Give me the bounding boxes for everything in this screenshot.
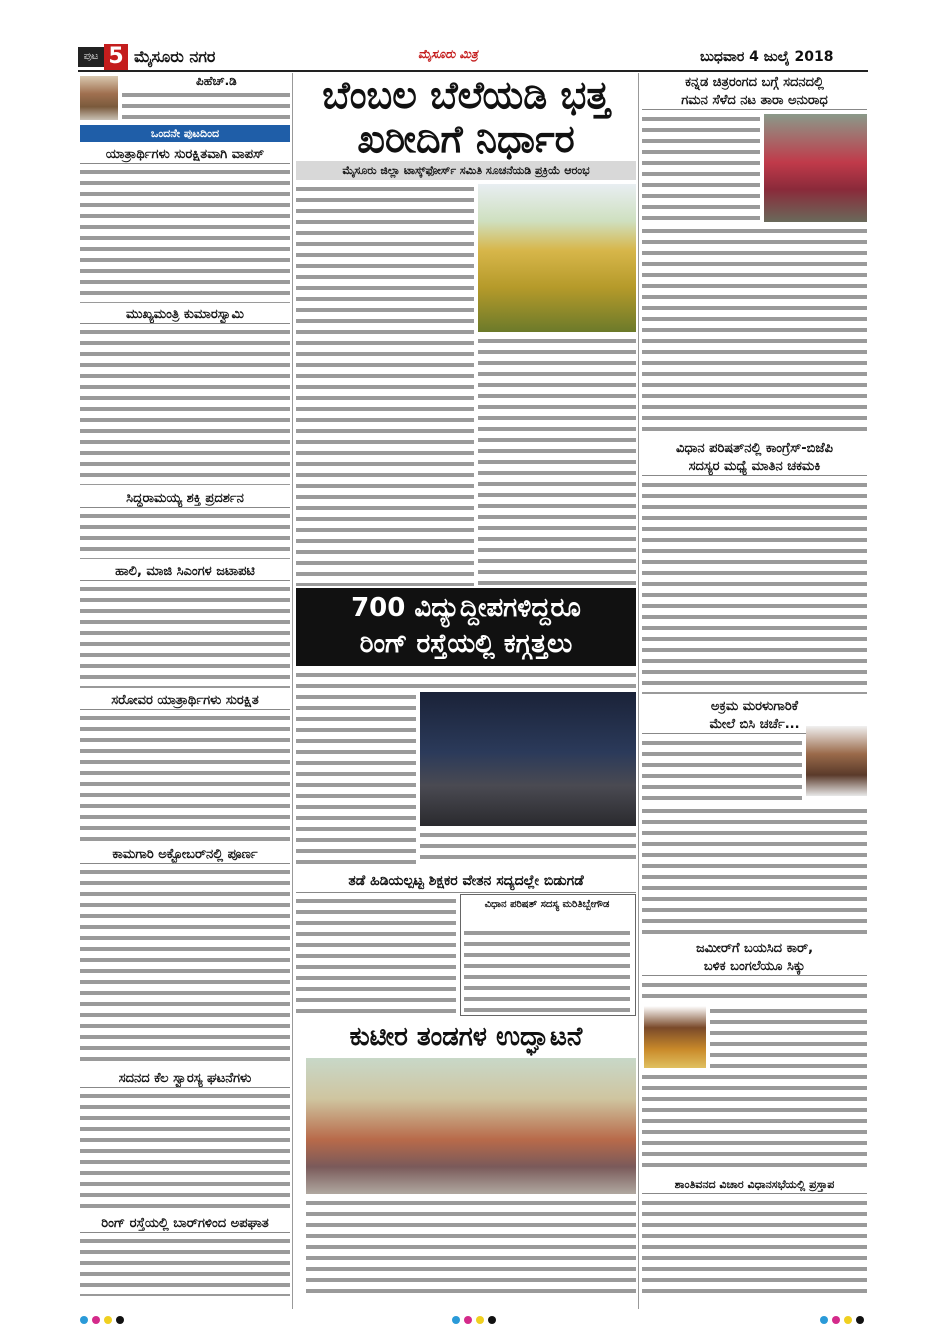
article-text	[80, 867, 290, 1067]
paddy-field-photo	[478, 184, 636, 332]
section-heading: ರಿಂಗ್ ರಸ್ತೆಯಲ್ಲಿ ಬಾರ್‌ಗಳಿಂದ ಅಪಘಾತ	[80, 1215, 290, 1233]
section-heading: ಮುಖ್ಯಮಂತ್ರಿ ಕುಮಾರಸ್ವಾಮಿ	[80, 306, 290, 324]
section-heading: ಹಾಲಿ, ಮಾಜಿ ಸಿಎಂಗಳ ಜಟಾಪಟಿ	[80, 563, 290, 581]
main-headline-line-1: ಬೆಂಬಲ ಬೆಲೆಯಡಿ ಭತ್ತ	[322, 73, 610, 117]
second-headline-line-2: ರಿಂಗ್ ರಸ್ತೆಯಲ್ಲಿ ಕಗ್ಗತ್ತಲು	[359, 629, 573, 659]
main-subhead: ಮೈಸೂರು ಜಿಲ್ಲಾ ಟಾಸ್ಕ್‌ಫೋರ್ಸ್ ಸಮಿತಿ ಸೂಚನೆಯಡಿ ಪ್ರಕ್ರಿಯೆ ಆರಂಭ	[296, 161, 636, 180]
article-text	[464, 928, 630, 1012]
article-text	[296, 692, 416, 866]
zameer-portrait-photo	[644, 1006, 706, 1068]
article-text	[642, 738, 802, 802]
article-text	[80, 511, 290, 559]
page-number: 5	[104, 44, 128, 70]
article-text	[642, 480, 867, 694]
right-headline-5: ಶಾಂತಿವನದ ವಿಚಾರ ವಿಧಾನಸಭೆಯಲ್ಲಿ ಪ್ರಸ್ತಾಪ	[642, 1176, 867, 1194]
section-heading: ಯಾತ್ರಾರ್ಥಿಗಳು ಸುರಕ್ಷಿತವಾಗಿ ವಾಪಸ್	[80, 146, 290, 164]
registration-mark	[820, 1316, 828, 1324]
section-heading: ಸರೋವರ ಯಾತ್ರಾರ್ಥಿಗಳು ಸುರಕ್ಷಿತ	[80, 692, 290, 710]
article-text	[478, 336, 636, 586]
right-headline-1b: ಗಮನ ಸೆಳೆದ ನಟ ತಾರಾ ಅನುರಾಧ	[642, 92, 867, 110]
registration-mark	[116, 1316, 124, 1324]
section-heading: ಕಾಮಗಾರಿ ಅಕ್ಟೋಬರ್‌ನಲ್ಲಿ ಪೂರ್ಣ	[80, 846, 290, 864]
right-headline-3b: ಮೇಲೆ ಬಿಸಿ ಚರ್ಚೆ...	[642, 716, 867, 734]
fourth-headline: ಕುಟೀರ ತಂಡಗಳ ಉದ್ಘಾಟನೆ	[349, 1022, 583, 1052]
section-heading: ಸಿದ್ಧರಾಮಯ್ಯ ಶಕ್ತಿ ಪ್ರದರ್ಶನ	[80, 490, 290, 508]
column-divider	[638, 73, 639, 1309]
registration-mark	[80, 1316, 88, 1324]
registration-mark	[856, 1316, 864, 1324]
article-text	[642, 980, 867, 1004]
article-text	[80, 1091, 290, 1211]
section-heading: ಸದನದ ಕೆಲ ಸ್ವಾರಸ್ಯ ಘಟನೆಗಳು	[80, 1070, 290, 1088]
author-photo	[80, 76, 118, 120]
registration-mark	[476, 1316, 484, 1324]
box-title: ವಿಧಾನ ಪರಿಷತ್ ಸದಸ್ಯ ಮರಿತಿಬ್ಬೇಗೌಡ	[484, 899, 610, 910]
minister-portrait-photo	[806, 726, 867, 796]
second-headline-line-1: 700 ವಿದ್ಯುದ್ದೀಪಗಳಿದ್ದರೂ	[351, 593, 581, 623]
right-headline-1a: ಕನ್ನಡ ಚಿತ್ರರಂಗದ ಬಗ್ಗೆ ಸದನದಲ್ಲಿ	[685, 75, 824, 90]
article-text	[296, 670, 636, 692]
paper-logo: ಮೈಸೂರು ಮಿತ್ರ	[418, 47, 478, 61]
article-text	[80, 167, 290, 303]
registration-mark	[488, 1316, 496, 1324]
inauguration-group-photo	[306, 1058, 636, 1194]
page-label-box: ಪುಟ	[78, 47, 104, 67]
third-headline: ತಡೆ ಹಿಡಿಯಲ್ಪಟ್ಟ ಶಿಕ್ಷಕರ ವೇತನ ಸದ್ಯದಲ್ಲೇ ಬಿಡುಗಡೆ	[296, 870, 636, 893]
article-text	[122, 90, 290, 122]
right-headline-2a: ವಿಧಾನ ಪರಿಷತ್‌ನಲ್ಲಿ ಕಾಂಗ್ರೆಸ್-ಬಿಜೆಪಿ	[676, 441, 833, 456]
article-text	[710, 1006, 867, 1068]
article-text	[80, 327, 290, 485]
section-title: ಮೈಸೂರು ನಗರ	[134, 47, 216, 66]
article-text	[642, 226, 867, 436]
registration-mark	[844, 1316, 852, 1324]
main-headline-line-2: ಖರೀದಿಗೆ ನಿರ್ಧಾರ	[357, 117, 575, 161]
article-text	[80, 1236, 290, 1296]
registration-mark	[832, 1316, 840, 1324]
right-headline-4b: ಬಳಿಕ ಬಂಗಲೆಯೂ ಸಿಕ್ಕು	[642, 958, 867, 976]
byline: ಪಿಹೆಚ್.ಡಿ	[196, 74, 237, 88]
article-text	[642, 1072, 867, 1172]
article-text	[296, 896, 456, 1014]
issue-date: ಬುಧವಾರ 4 ಜುಲೈ 2018	[700, 49, 834, 65]
article-text	[80, 713, 290, 843]
right-headline-3a: ಅಕ್ರಮ ಮರಳುಗಾರಿಕೆ	[710, 699, 799, 714]
article-text	[642, 1198, 867, 1298]
article-text	[420, 830, 636, 866]
right-headline-4a: ಜಮೀರ್‌ಗೆ ಬಯಸಿದ ಕಾರ್,	[695, 941, 814, 956]
actress-tara-photo	[764, 114, 867, 222]
column-divider	[292, 73, 293, 1309]
article-text	[642, 114, 760, 222]
article-text	[80, 584, 290, 688]
registration-mark	[92, 1316, 100, 1324]
article-text	[642, 806, 867, 936]
ring-road-night-photo	[420, 692, 636, 826]
registration-mark	[104, 1316, 112, 1324]
article-text	[296, 184, 474, 586]
right-headline-2b: ಸದಸ್ಯರ ಮಧ್ಯೆ ಮಾತಿನ ಚಕಮಕಿ	[642, 458, 867, 476]
registration-mark	[464, 1316, 472, 1324]
registration-mark	[452, 1316, 460, 1324]
article-text	[306, 1198, 636, 1298]
continued-banner: ಒಂದನೇ ಪುಟದಿಂದ	[80, 125, 290, 142]
